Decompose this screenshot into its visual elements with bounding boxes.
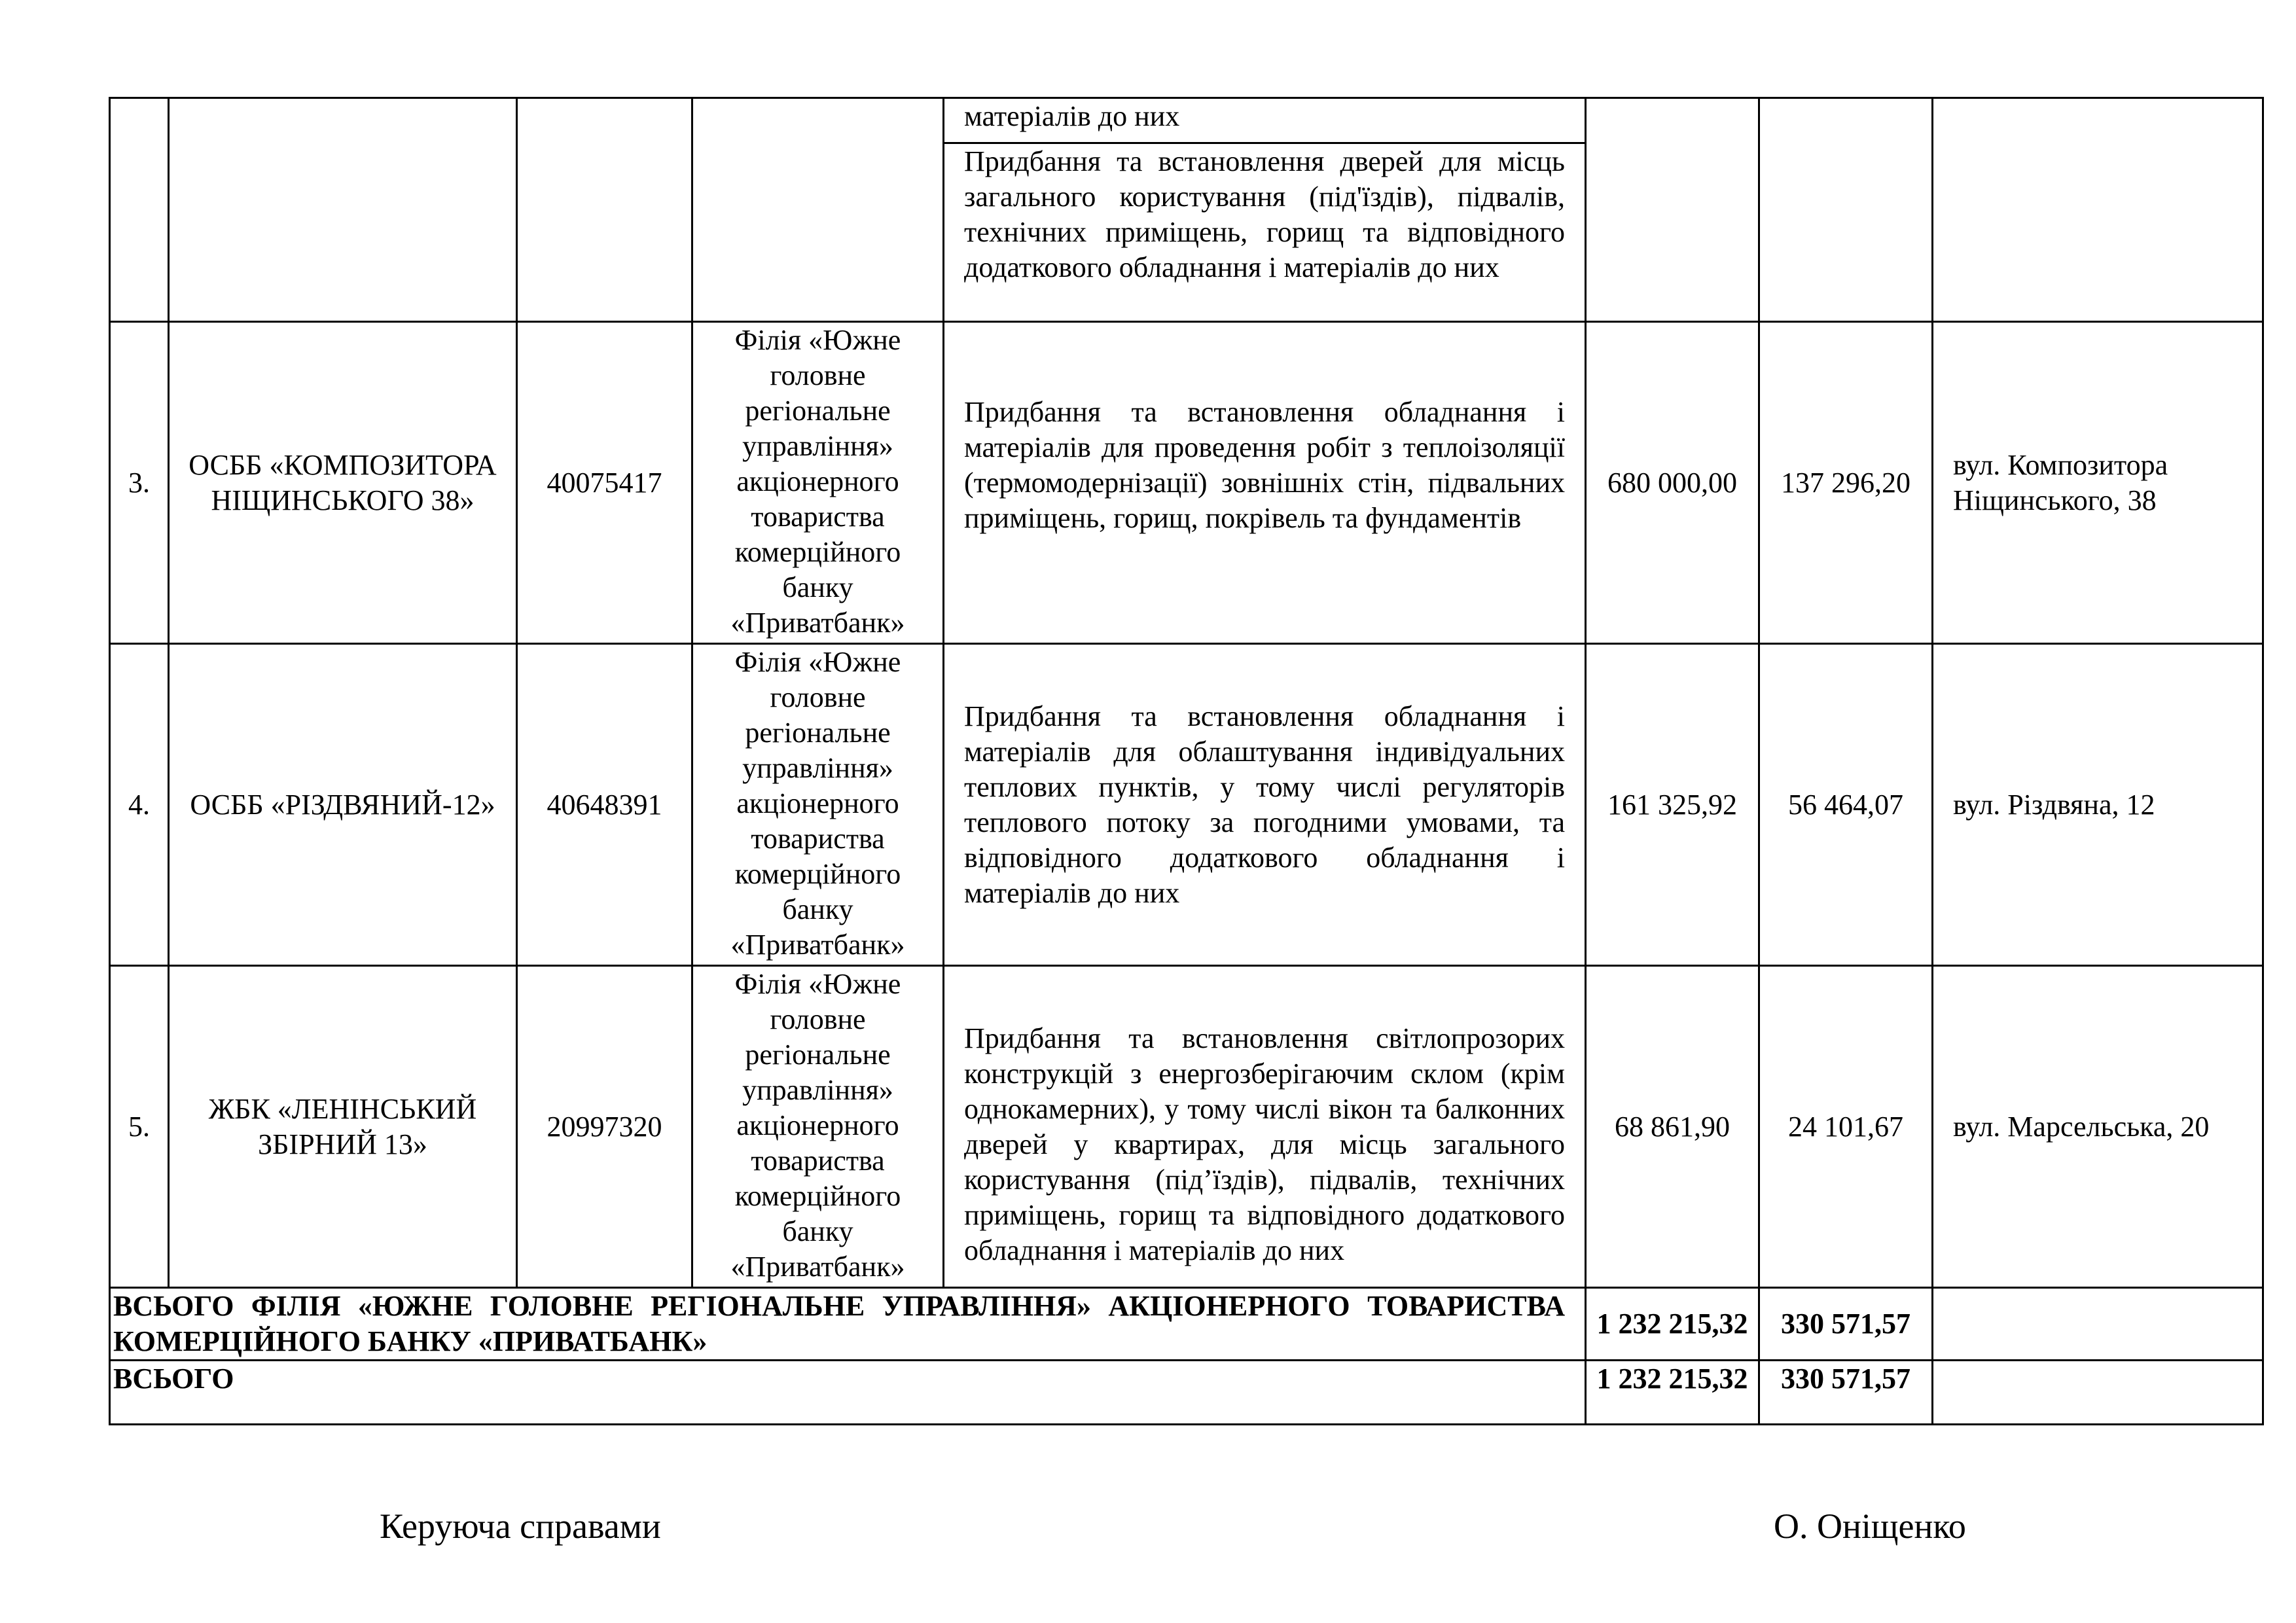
subtotal-compensation: 330 571,57	[1759, 1288, 1933, 1361]
bank-branch	[692, 98, 944, 322]
total-compensation: 330 571,57	[1759, 1361, 1933, 1425]
row-number: 4.	[110, 644, 169, 966]
total-row	[110, 1361, 2263, 1425]
compensation-amount: 137 296,20	[1759, 322, 1933, 644]
object-address: вул. Марсельська, 20	[1933, 966, 2263, 1288]
row-number: 3.	[110, 322, 169, 644]
loan-amount: 680 000,00	[1586, 322, 1759, 644]
edrpou-code: 40648391	[517, 644, 692, 966]
osbb-name	[169, 98, 517, 322]
compensation-amount	[1759, 98, 1933, 322]
subtotal-label: ВСЬОГО ФІЛІЯ «ЮЖНЕ ГОЛОВНЕ РЕГІОНАЛЬНЕ УПРАВЛІННЯ» АКЦІОНЕРНОГО ТОВАРИСТВА КОМЕРЦІЙНОГО БАНКУ «ПРИВАТБАНК»	[110, 1288, 1586, 1361]
works-description: Придбання та встановлення світлопрозорих конструкцій з енергозберігаючим склом (крім однокамерних), у тому числі вікон та балконних дверей у квартирах, для місць загального користування (під’їздів), підвалів, технічних приміщень, горищ та відповідного додаткового обладнання і матеріалів до них	[944, 966, 1586, 1288]
works-description: матеріалів до них	[944, 98, 1586, 143]
loan-amount: 161 325,92	[1586, 644, 1759, 966]
compensation-amount: 24 101,67	[1759, 966, 1933, 1288]
subtotal-empty-cell	[1933, 1288, 2263, 1361]
table-row	[110, 644, 2263, 966]
total-amount: 1 232 215,32	[1586, 1361, 1759, 1425]
table-row	[110, 966, 2263, 1288]
grants-table	[109, 97, 2264, 1425]
works-description: Придбання та встановлення дверей для місць загального користування (під'їздів), підвалів, технічних приміщень, горищ та відповідного додаткового обладнання і матеріалів до них	[944, 143, 1586, 322]
compensation-amount: 56 464,07	[1759, 644, 1933, 966]
signature-name: О. Оніщенко	[1774, 1507, 1966, 1546]
bank-branch: Філія «Южне головне регіональне управління» акціонерного товариства комерційного банку «Приватбанк»	[692, 644, 944, 966]
total-empty-cell	[1933, 1361, 2263, 1425]
edrpou-code: 20997320	[517, 966, 692, 1288]
table-row	[110, 98, 2263, 143]
bank-branch: Філія «Южне головне регіональне управління» акціонерного товариства комерційного банку «Приватбанк»	[692, 322, 944, 644]
works-description: Придбання та встановлення обладнання і матеріалів для проведення робіт з теплоізоляції (термомодернізації) зовнішніх стін, підвальних приміщень, горищ, покрівель та фундаментів	[944, 322, 1586, 644]
osbb-name: ОСББ «РІЗДВЯНИЙ-12»	[169, 644, 517, 966]
edrpou-code: 40075417	[517, 322, 692, 644]
subtotal-row	[110, 1288, 2263, 1361]
works-description: Придбання та встановлення обладнання і матеріалів для облаштування індивідуальних теплових пунктів, у тому числі регуляторів теплового потоку за погодними умовами, та відповідного додаткового обладнання і матеріалів до них	[944, 644, 1586, 966]
total-label: ВСЬОГО	[110, 1361, 1586, 1425]
loan-amount	[1586, 98, 1759, 322]
loan-amount: 68 861,90	[1586, 966, 1759, 1288]
object-address: вул. Композитора Ніщинського, 38	[1933, 322, 2263, 644]
edrpou-code	[517, 98, 692, 322]
object-address: вул. Різдвяна, 12	[1933, 644, 2263, 966]
signature-position: Керуюча справами	[380, 1507, 661, 1546]
bank-branch: Філія «Южне головне регіональне управління» акціонерного товариства комерційного банку «Приватбанк»	[692, 966, 944, 1288]
object-address	[1933, 98, 2263, 322]
osbb-name: ЖБК «ЛЕНІНСЬКИЙ ЗБІРНИЙ 13»	[169, 966, 517, 1288]
row-number	[110, 98, 169, 322]
subtotal-amount: 1 232 215,32	[1586, 1288, 1759, 1361]
osbb-name: ОСББ «КОМПОЗИТОРА НІЩИНСЬКОГО 38»	[169, 322, 517, 644]
row-number: 5.	[110, 966, 169, 1288]
table-row	[110, 322, 2263, 644]
